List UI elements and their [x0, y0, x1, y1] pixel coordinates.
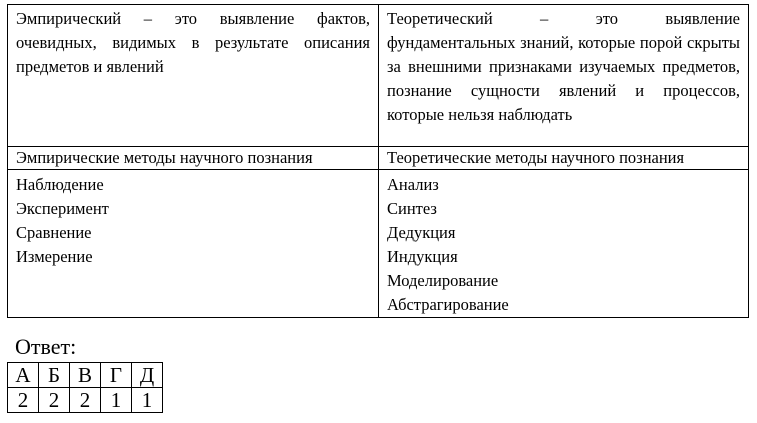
answer-value: 1: [132, 388, 163, 413]
answer-value: 2: [70, 388, 101, 413]
theoretical-methods-header: Теоретические методы научного познания: [379, 147, 749, 170]
answer-value: 2: [8, 388, 39, 413]
answer-letter: А: [8, 363, 39, 388]
answer-value: 1: [101, 388, 132, 413]
methods-list-row: [8, 170, 749, 318]
answer-letter: Г: [101, 363, 132, 388]
answer-label: Ответ:: [15, 334, 77, 359]
methods-table: [7, 4, 749, 318]
list-item: Индукция: [387, 247, 458, 266]
list-item: Анализ: [387, 175, 439, 194]
answer-letter: Д: [132, 363, 163, 388]
list-item: Измерение: [16, 247, 93, 266]
empirical-methods-header: Эмпирические методы научного познания: [8, 147, 379, 170]
list-item: Моделирование: [387, 271, 499, 290]
list-item: Эксперимент: [16, 199, 109, 218]
list-item: Сравнение: [16, 223, 92, 242]
empirical-definition: Эмпирический – это выявление фактов, очевидных, видимых в результате описания предметов и явлений: [8, 5, 379, 147]
headers-row: [8, 147, 749, 170]
answer-table: [7, 362, 163, 413]
answer-value: 2: [39, 388, 70, 413]
answer-values-row: [8, 388, 163, 413]
list-item: Наблюдение: [16, 175, 104, 194]
theoretical-definition: Теоретический – это выявление фундаментальных знаний, которые порой скрыты за внешними признаками изучаемых предметов, познание сущности явлений и процессов, которые нельзя наблюдать: [379, 5, 749, 147]
answer-letter: Б: [39, 363, 70, 388]
list-item: Дедукция: [387, 223, 456, 242]
theoretical-methods-list: [379, 170, 749, 318]
empirical-methods-list: [8, 170, 379, 318]
list-item: Абстрагирование: [387, 295, 509, 314]
answer-letters-row: [8, 363, 163, 388]
definitions-row: [8, 5, 749, 147]
list-item: Синтез: [387, 199, 437, 218]
answer-letter: В: [70, 363, 101, 388]
